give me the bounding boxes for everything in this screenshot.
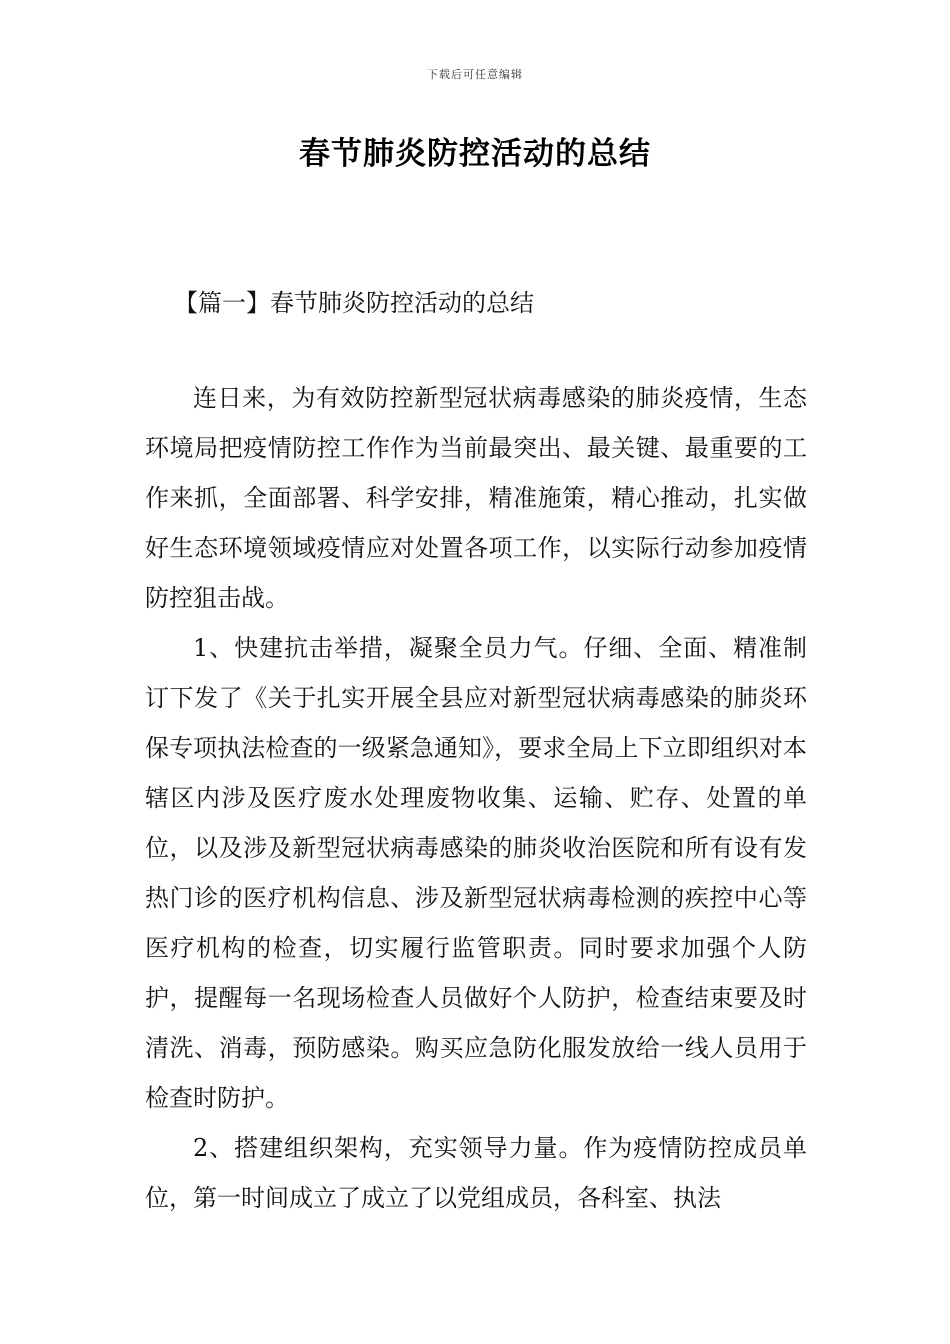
body-text [145, 373, 807, 1223]
paragraph-item-2: 2、搭建组织架构，充实领导力量。作为疫情防控成员单位，第一时间成立了成立了以党组成员，各科室、执法 [145, 1134, 807, 1212]
document-title: 春节肺炎防控活动的总结 [299, 136, 651, 172]
paragraph-item-1: 1、快建抗击举措，凝聚全员力气。仔细、全面、精准制订下发了《关于扎实开展全县应对新型冠状病毒感染的肺炎环保专项执法检查的一级紧急通知》，要求全局上下立即组织对本辖区内涉及医疗废水处理废物收集、运输、贮存、处置的单位，以及涉及新型冠状病毒感染的肺炎收治医院和所有设有发热门诊的医疗机构信息、涉及新型冠状病毒检测的疾控中心等医疗机构的检查，切实履行监管职责。同时要求加强个人防护，提醒每一名现场检查人员做好个人防护，检查结束要及时清洗、消毒，预防感染。购买应急防化服发放给一线人员用于检查时防护。 [145, 634, 807, 1112]
header-note: 下载后可任意编辑 [427, 68, 523, 81]
paragraph-intro: 连日来，为有效防控新型冠状病毒感染的肺炎疫情，生态环境局把疫情防控工作作为当前最突出、最关键、最重要的工作来抓，全面部署、科学安排，精准施策，精心推动，扎实做好生态环境领域疫情应对处置各项工作，以实际行动参加疫情防控狙击战。 [145, 384, 807, 612]
section-heading: 【篇一】春节肺炎防控活动的总结 [174, 289, 534, 317]
